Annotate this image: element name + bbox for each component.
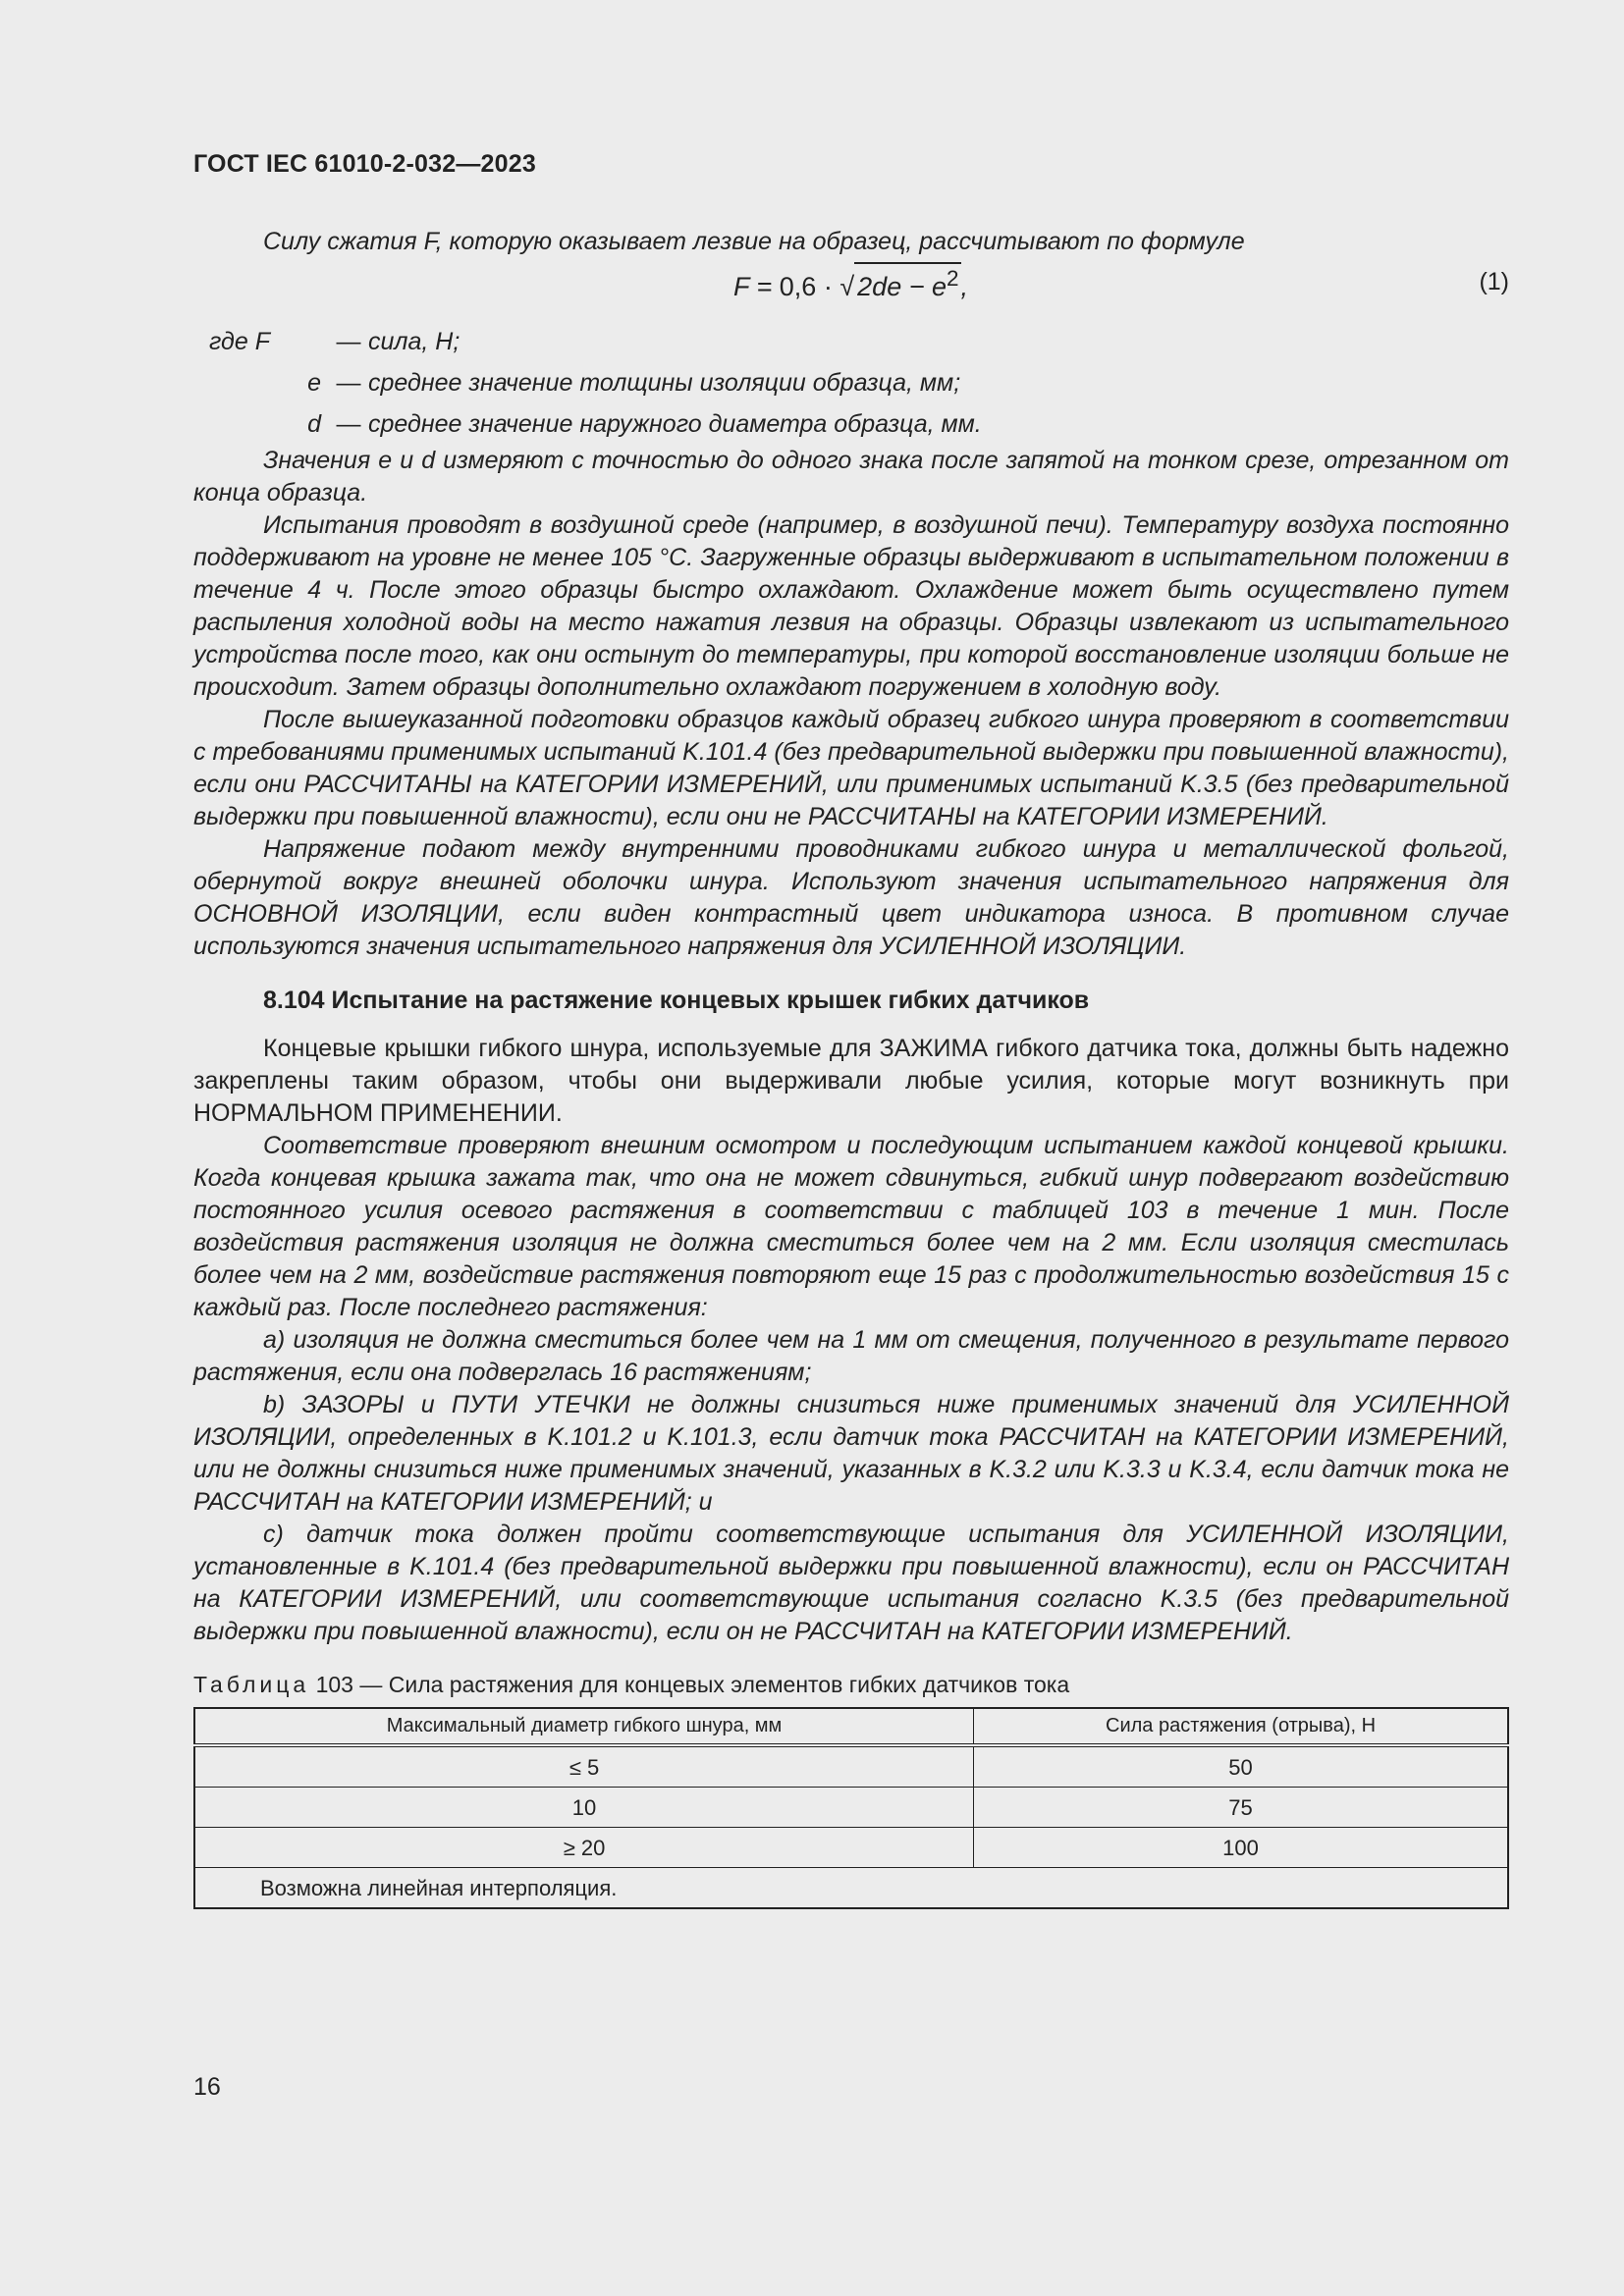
formula-lhs: F = [733, 272, 780, 301]
page-number: 16 [193, 2073, 221, 2101]
formula [733, 262, 968, 303]
list-item-a: a) изоляция не должна сместиться более чем на 1 мм от смещения, полученного в результате первого растяжения, если она подверглась 16 растяжениям; [193, 1326, 1509, 1386]
equation-number: (1) [1479, 268, 1509, 295]
formula-radicand: 2de − e [857, 272, 947, 301]
paragraph-measurement: Значения e и d измеряют с точностью до одного знака после запятой на тонком срезе, отрезанном от конца образца. [193, 447, 1509, 507]
table-caption-text: 103 — Сила растяжения для концевых элементов гибких датчиков тока [309, 1672, 1070, 1697]
section-heading: 8.104 Испытание на растяжение концевых крышек гибких датчиков [263, 987, 1090, 1014]
definition-symbol: где F [209, 327, 270, 355]
definition-dash: — [336, 409, 361, 438]
definition-text: сила, Н; [368, 327, 460, 355]
column-header-force: Сила растяжения (отрыва), Н [974, 1708, 1508, 1745]
document-body [193, 226, 1509, 1909]
definition-text: среднее значение толщины изоляции образца, мм; [368, 368, 961, 397]
formula-block [193, 260, 1509, 311]
paragraph-air-test: Испытания проводят в воздушной среде (например, в воздушной печи). Температуру воздуха постоянно поддерживают на уровне не менее 105 °С. Загруженные образцы выдерживают в испытательном положении в течение 4 ч. После этого образцы быстро охлаждают. Охлаждение может быть осуществлено путем распыления холодной воды на место нажатия лезвия на образцы. Образцы извлекают из испытательного устройства после того, как они остынут до температуры, при которой восстановление изоляции больше не происходит. Затем образцы дополнительно охлаждают погружением в холодную воду. [193, 511, 1509, 701]
definition-row [193, 321, 1509, 362]
definition-row [193, 403, 1509, 445]
formula-radicand-box [854, 262, 960, 301]
list-item-c: c) датчик тока должен пройти соответствующие испытания для УСИЛЕННОЙ ИЗОЛЯЦИИ, установленные в K.101.4 (без предварительной выдержки при повышенной влажности), если он РАССЧИТАН на КАТЕГОРИИ ИЗМЕРЕНИЙ, или соответствующие испытания согласно K.3.5 (без предварительной выдержки при повышенной влажности), если он не РАССЧИТАН на КАТЕГОРИИ ИЗМЕРЕНИЙ. [193, 1521, 1509, 1645]
definition-dash: — [336, 368, 361, 397]
formula-coefficient: 0,6 [779, 272, 817, 301]
paragraph-compliance: Соответствие проверяют внешним осмотром и последующим испытанием каждой концевой крышки. Когда концевая крышка зажата так, что она не может сдвинуться, гибкий шнур подвергают воздействию постоянного усилия осевого растяжения в соответствии с таблицей 103 в течение 1 мин. После воздействия растяжения изоляция не должна сместиться более чем на 2 мм. Если изоляция сместилась более чем на 2 мм, воздействие растяжения повторяют еще 15 раз с продолжительностью воздействия 15 с каждый раз. После последнего растяжения: [193, 1132, 1509, 1321]
table-row [194, 1788, 1508, 1828]
table-header-row [194, 1708, 1508, 1745]
table-cell: 100 [974, 1828, 1508, 1868]
table-cell: 50 [974, 1745, 1508, 1788]
table-row [194, 1828, 1508, 1868]
table-caption-label: Таблица [193, 1672, 310, 1697]
paragraph-after-preparation: После вышеуказанной подготовки образцов каждый образец гибкого шнура проверяют в соответствии с требованиями применимых испытаний K.101.4 (без предварительной выдержки при повышенной влажности), если они РАССЧИТАНЫ на КАТЕГОРИИ ИЗМЕРЕНИЙ, или применимых испытаний K.3.5 (без предварительной выдержки при повышенной влажности), если они не РАССЧИТАНЫ на КАТЕГОРИИ ИЗМЕРЕНИЙ. [193, 706, 1509, 830]
table-note: Возможна линейная интерполяция. [194, 1868, 1508, 1909]
paragraph-end-caps: Концевые крышки гибкого шнура, используемые для ЗАЖИМА гибкого датчика тока, должны быть надежно закреплены таким образом, чтобы они выдерживали любые усилия, которые могут возникнуть при НОРМАЛЬНОМ ПРИМЕНЕНИИ. [193, 1035, 1509, 1127]
formula-exponent: 2 [947, 266, 959, 291]
document-header: ГОСТ IEC 61010-2-032—2023 [193, 150, 536, 178]
table-note-row [194, 1868, 1508, 1909]
definition-dash: — [336, 327, 361, 355]
table-cell: ≤ 5 [194, 1745, 974, 1788]
column-header-diameter: Максимальный диаметр гибкого шнура, мм [194, 1708, 974, 1745]
formula-dot: · [816, 272, 840, 301]
definition-row [193, 362, 1509, 403]
table-caption [193, 1670, 1509, 1699]
definition-symbol: e [307, 368, 321, 397]
pull-force-table [193, 1707, 1509, 1909]
table-cell: 10 [194, 1788, 974, 1828]
definition-text: среднее значение наружного диаметра образца, мм. [368, 409, 982, 438]
definitions-list [193, 321, 1509, 445]
definition-symbol: d [307, 409, 321, 438]
table-cell: 75 [974, 1788, 1508, 1828]
paragraph-voltage: Напряжение подают между внутренними проводниками гибкого шнура и металлической фольгой, обернутой вокруг внешней оболочки шнура. Используют значения испытательного напряжения для ОСНОВНОЙ ИЗОЛЯЦИИ, если виден контрастный цвет индикатора износа. В противном случае используются значения испытательного напряжения для УСИЛЕННОЙ ИЗОЛЯЦИИ. [193, 835, 1509, 960]
table-cell: ≥ 20 [194, 1828, 974, 1868]
table-row [194, 1745, 1508, 1788]
sqrt-icon: √ [839, 272, 855, 301]
formula-intro: Силу сжатия F, которую оказывает лезвие на образец, рассчитывают по формуле [263, 228, 1245, 255]
list-item-b: b) ЗАЗОРЫ и ПУТИ УТЕЧКИ не должны снизиться ниже применимых значений для УСИЛЕННОЙ ИЗОЛЯЦИИ, определенных в K.101.2 и K.101.3, если датчик тока РАССЧИТАН на КАТЕГОРИИ ИЗМЕРЕНИЙ, или не должны снизиться ниже применимых значений, указанных в K.3.2 или K.3.3 и K.3.4, если датчик тока не РАССЧИТАН на КАТЕГОРИИ ИЗМЕРЕНИЙ; и [193, 1391, 1509, 1516]
formula-tail: , [960, 272, 969, 301]
